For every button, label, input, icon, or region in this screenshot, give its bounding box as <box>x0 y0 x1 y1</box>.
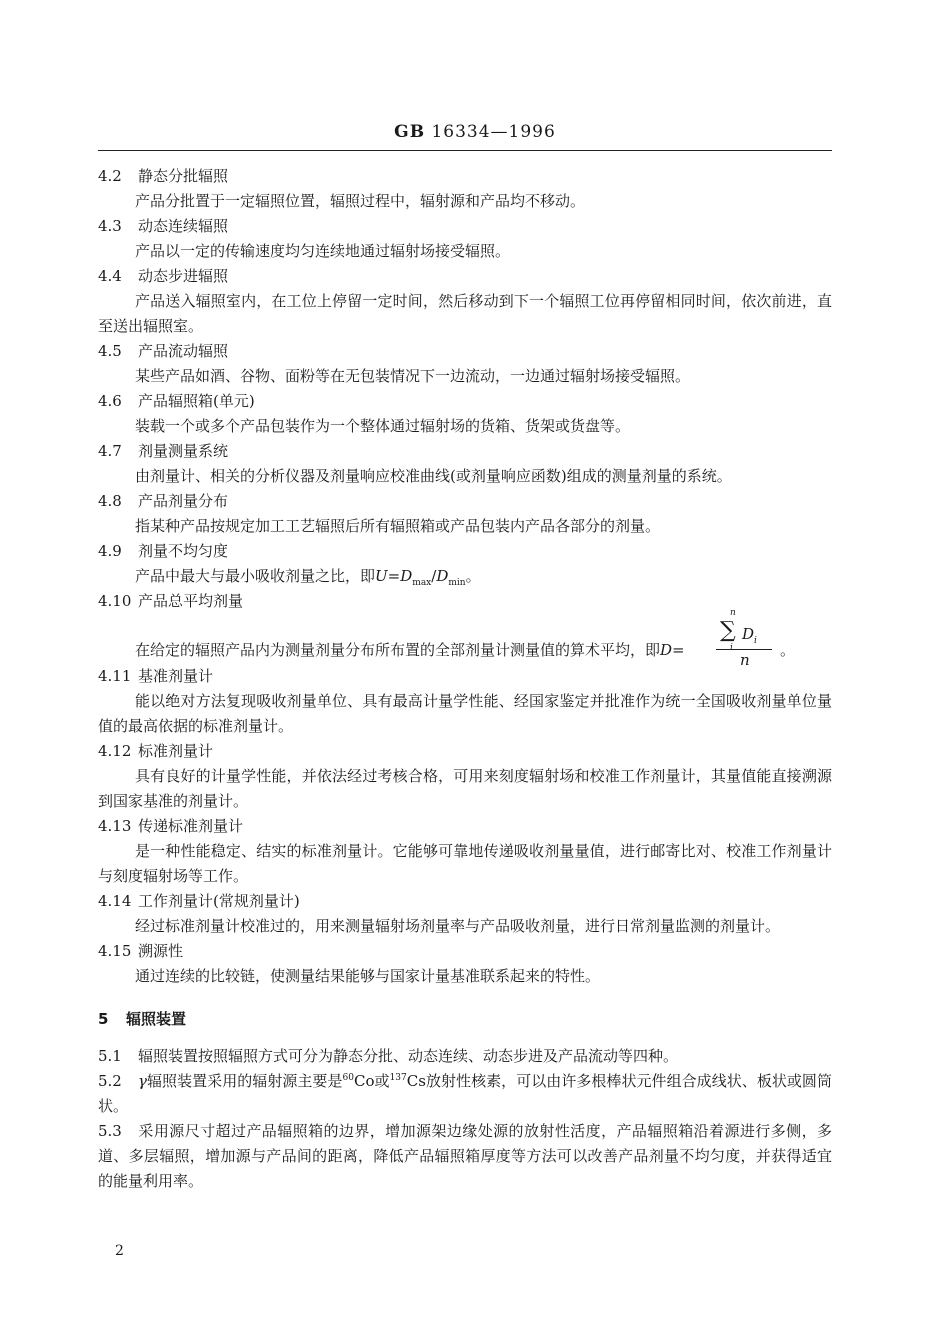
term-heading: 4.6 产品辐照箱(单元) <box>98 392 255 410</box>
header-rule <box>98 150 832 151</box>
term-heading: 4.5 产品流动辐照 <box>98 342 229 360</box>
term-heading: 4.13 传递标准剂量计 <box>98 817 244 835</box>
section-heading: 5 辐照装置 <box>98 1010 187 1028</box>
term-heading: 4.14 工作剂量计(常规剂量计) <box>98 892 300 910</box>
term-heading: 4.15 溯源性 <box>98 942 184 960</box>
mean-formula: n ∑ i $D_i$ n <box>714 610 776 666</box>
page-header <box>0 122 950 142</box>
page-number: 2 <box>115 1243 124 1259</box>
term-definition: 指某种产品按规定加工工艺辐照后所有辐照箱或产品包装内产品各部分的剂量。 <box>135 517 661 535</box>
term-definition: 产品送入辐照室内，在工位上停留一定时间，然后移动到下一个辐照工位再停留相同时间，依次前进，直至送出辐照室。 <box>98 292 832 335</box>
standard-prefix: GB <box>394 122 426 142</box>
term-definition: 经过标准剂量计校准过的，用来测量辐射场剂量率与产品吸收剂量，进行日常剂量监测的剂量计。 <box>135 917 781 935</box>
standard-code: 16334—1996 <box>431 122 556 142</box>
term-list-a <box>98 164 832 539</box>
term-heading: 4.2 静态分批辐照 <box>98 167 229 185</box>
term-definition: 通过连续的比较链，使测量结果能够与国家计量基准联系起来的特性。 <box>135 967 601 985</box>
term-definition: 产品以一定的传输速度均匀连续地通过辐射场接受辐照。 <box>135 242 511 260</box>
term-heading: 4.3 动态连续辐照 <box>98 217 229 235</box>
clause: 5.3 采用源尺寸超过产品辐照箱的边界，增加源架边缘处源的放射性活度，产品辐照箱沿着源进行多侧，多道、多层辐照，增加源与产品间的距离，降低产品辐照箱厚度等方法可以改善产品剂量不均匀度，并获得适宜的能量利用率。 <box>98 1122 832 1190</box>
clause: 5.1 辐照装置按照辐照方式可分为静态分批、动态连续、动态步进及产品流动等四种。 <box>98 1047 679 1065</box>
mean-dose-definition: 在给定的辐照产品内为测量剂量分布所布置的全部剂量计测量值的算术平均，即D= n ∑ i $D_i$ n 。 <box>135 608 796 669</box>
term-definition: 由剂量计、相关的分析仪器及剂量响应校准曲线(或剂量响应函数)组成的测量剂量的系统。 <box>135 467 732 485</box>
term-definition: 产品中最大与最小吸收剂量之比，即$U=D_{max}/D_{min}$。 <box>135 567 481 588</box>
term-heading: 4.4 动态步进辐照 <box>98 267 229 285</box>
term-list-b <box>98 664 832 989</box>
term-heading: 4.12 标准剂量计 <box>98 742 214 760</box>
clause: 5.2 γ辐照装置采用的辐射源主要是$^{60}$Co或$^{137}$Cs放射性核素，可以由许多根棒状元件组合成线状、板状或圆筒状。 <box>98 1072 832 1115</box>
term-heading: 4.11 基准剂量计 <box>98 667 214 685</box>
term-heading: 4.9 剂量不均匀度 <box>98 542 229 560</box>
term-definition: 某些产品如酒、谷物、面粉等在无包装情况下一边流动，一边通过辐射场接受辐照。 <box>135 367 691 385</box>
term-heading: 4.7 剂量测量系统 <box>98 442 229 460</box>
term-definition: 具有良好的计量学性能，并依法经过考核合格，可用来刻度辐射场和校准工作剂量计，其量值能直接溯源到国家基准的剂量计。 <box>98 767 832 810</box>
term-definition: 装载一个或多个产品包装作为一个整体通过辐射场的货箱、货架或货盘等。 <box>135 417 631 435</box>
term-definition: 是一种性能稳定、结实的标准剂量计。它能够可靠地传递吸收剂量量值，进行邮寄比对、校准工作剂量计与刻度辐射场等工作。 <box>98 842 832 885</box>
term-heading: 4.8 产品剂量分布 <box>98 492 229 510</box>
term-definition: 能以绝对方法复现吸收剂量单位、具有最高计量学性能、经国家鉴定并批准作为统一全国吸收剂量单位量值的最高依据的标准剂量计。 <box>98 692 832 735</box>
term-definition: 产品分批置于一定辐照位置，辐照过程中，辐射源和产品均不移动。 <box>135 192 586 210</box>
document-body <box>98 164 832 1194</box>
term-heading: 4.10 产品总平均剂量 <box>98 592 244 610</box>
